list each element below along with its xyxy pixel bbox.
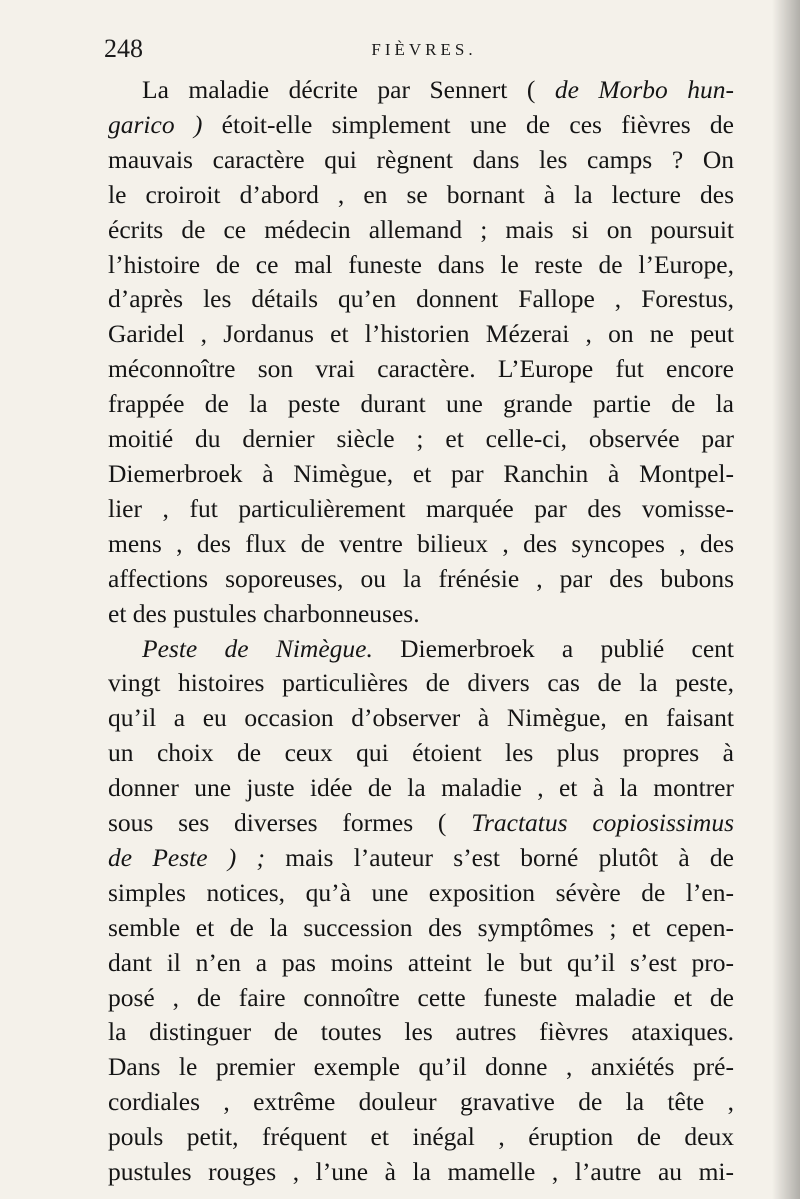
text-fragment: Garidel , Jordanus et l’historien Mézerai , on ne peut [108, 319, 734, 349]
text-fragment: et des pustules charbonneuses. [108, 598, 420, 628]
text-line [108, 527, 734, 562]
text-line [108, 562, 734, 597]
text-fragment: moitié du dernier siècle ; et celle-ci, observée par [108, 424, 734, 454]
text-line [108, 806, 734, 841]
text-line [108, 701, 734, 736]
text-fragment: de Morbo hun- [554, 75, 734, 104]
text-line [108, 981, 734, 1016]
text-line [108, 911, 734, 946]
text-line [108, 457, 734, 492]
text-fragment: Tractatus copiosissimus [471, 808, 735, 838]
text-fragment: le croiroit d’abord , en se bornant à la lecture des [108, 179, 734, 209]
page-edge-shadow [772, 0, 800, 1199]
text-fragment: cordiales , extrême douleur gravative de la tête , [108, 1087, 734, 1117]
text-fragment: la distinguer de toutes les autres fièvres ataxiques. [108, 1017, 734, 1047]
text-line [108, 1120, 734, 1155]
text-fragment: Dans le premier exemple qu’il donne , anxiétés pré- [108, 1052, 734, 1082]
text-fragment: pustules rouges , l’une à la mamelle , l’autre au mi- [108, 1157, 734, 1187]
text-line [108, 422, 734, 457]
body-text [108, 73, 734, 1190]
text-fragment: Diemerbroek à Nimègue, et par Ranchin à Montpel- [108, 458, 734, 488]
page-header [104, 34, 744, 64]
text-line [108, 143, 734, 178]
text-fragment: l’histoire de ce mal funeste dans le reste de l’Europe, [108, 249, 734, 279]
text-fragment: vingt histoires particulières de divers cas de la peste, [108, 668, 734, 698]
text-fragment: mauvais caractère qui règnent dans les camps ? On [108, 144, 734, 174]
text-line [108, 213, 734, 248]
text-fragment: mens , des flux de ventre bilieux , des syncopes , des [108, 528, 734, 558]
text-fragment: posé , de faire connoître cette funeste maladie et de [108, 982, 734, 1012]
text-line [108, 1015, 734, 1050]
text-fragment: méconnoître son vrai caractère. L’Europe fut encore [108, 354, 734, 384]
text-line [108, 492, 734, 527]
text-fragment: étoit-elle simplement une de ces fièvres de [202, 109, 734, 139]
text-fragment: garico ) [108, 109, 203, 139]
text-fragment: dant il n’en a pas moins atteint le but qu’il s’est pro- [108, 947, 734, 977]
text-fragment: de Peste ) ; [108, 842, 266, 872]
text-line [108, 248, 734, 283]
text-line [108, 632, 734, 667]
text-line [108, 1155, 734, 1190]
text-line [108, 771, 734, 806]
text-line [108, 282, 734, 317]
text-fragment: qu’il a eu occasion d’observer à Nimègue, en faisant [108, 703, 734, 733]
text-line [108, 736, 734, 771]
text-fragment: La maladie décrite par Sennert ( [142, 75, 555, 104]
text-line [108, 1050, 734, 1085]
text-line [108, 108, 734, 143]
text-line [108, 841, 734, 876]
text-fragment: lier , fut particulièrement marquée par des vomisse- [108, 493, 734, 523]
text-line [108, 73, 734, 108]
text-fragment: d’après les détails qu’en donnent Fallope , Forestus, [108, 284, 734, 314]
text-line [108, 387, 734, 422]
text-fragment: mais l’auteur s’est borné plutôt à de [265, 842, 734, 872]
text-fragment: sous ses diverses formes ( [108, 808, 472, 838]
text-fragment: simples notices, qu’à une exposition sévère de l’en- [108, 877, 734, 907]
text-line [108, 876, 734, 911]
text-fragment: semble et de la succession des symptômes ; et cepen- [108, 912, 734, 942]
text-fragment: donner une juste idée de la maladie , et à la montrer [108, 773, 734, 803]
text-line [108, 178, 734, 213]
text-line [108, 597, 734, 632]
text-fragment: pouls petit, fréquent et inégal , éruption de deux [108, 1122, 734, 1152]
text-line [108, 946, 734, 981]
page-number: 248 [104, 34, 143, 63]
text-fragment: Diemerbroek a publié cent [372, 633, 734, 663]
text-fragment: un choix de ceux qui étoient les plus propres à [108, 738, 734, 768]
text-line [108, 666, 734, 701]
running-head: FIÈVRES. [371, 40, 477, 59]
text-fragment: écrits de ce médecin allemand ; mais si on poursuit [108, 214, 734, 244]
text-fragment: Peste de Nimègue. [142, 633, 373, 663]
text-line [108, 1085, 734, 1120]
text-fragment: frappée de la peste durant une grande partie de la [108, 389, 734, 419]
text-line [108, 317, 734, 352]
text-line [108, 352, 734, 387]
text-fragment: affections soporeuses, ou la frénésie , par des bubons [108, 563, 734, 593]
